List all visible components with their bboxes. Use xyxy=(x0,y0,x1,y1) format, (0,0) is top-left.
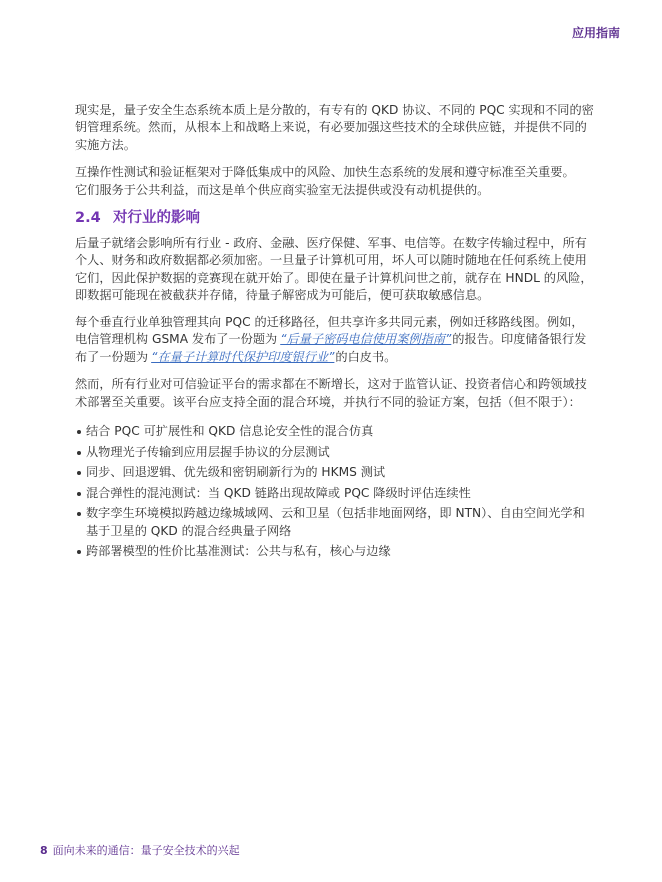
paragraph-line: 个人、财务和政府数据都必须加密。一旦量子计算机可用，坏人可以随时随地在任何系统上使用 xyxy=(75,253,587,268)
list-item xyxy=(75,485,590,502)
paragraph-line: 现实是，量子安全生态系统本质上是分散的，有专有的 QKD 协议、不同的 PQC 实现和不同的密 xyxy=(75,103,594,117)
list-item-text: 基于卫星的 QKD 的混合经典量子网络 xyxy=(86,523,292,538)
gsma-report-link[interactable]: “后量子密码电信使用案例指南” xyxy=(280,332,452,347)
list-item-text: 结合 PQC 可扩展性和 QKD 信息论安全性的混合仿真 xyxy=(86,423,374,438)
paragraph-line: 它们服务于公共利益，而这是单个供应商实验室无法提供或没有动机提供的。 xyxy=(75,182,490,197)
paragraph-migration-paths xyxy=(75,314,590,366)
section-title: 对行业的影响 xyxy=(113,209,200,226)
list-item xyxy=(75,464,590,481)
paragraph-ecosystem xyxy=(75,102,594,154)
paragraph-line: 术部署至关重要。该平台应支持全面的混合环境，并执行不同的验证方案，包括（但不限于）： xyxy=(75,394,581,409)
section-heading xyxy=(75,208,590,228)
paragraph-line: 每个垂直行业单独管理其向 PQC 的迁移路径，但共享许多共同元素，例如迁移路线图。例如， xyxy=(75,315,584,330)
bullet-dot xyxy=(77,471,81,475)
paragraph-line xyxy=(75,349,590,366)
paragraph-line: 然而，所有行业对可信验证平台的需求都在不断增长，这对于监管认证、投资者信心和跨领域技 xyxy=(75,377,587,392)
paragraph-line xyxy=(75,331,590,348)
list-item xyxy=(75,423,590,440)
main-content xyxy=(75,102,594,561)
paragraph-line: 它们，因此保护数据的竞赛现在就开始了。即使在量子计算机问世之前，就存在 HNDL 的风险， xyxy=(75,270,593,285)
paragraph-line: 互操作性测试和验证框架对于降低集成中的风险、加快生态系统的发展和遵守标准至关重要。 xyxy=(75,165,575,180)
list-item-text: 数字孪生环境模拟跨越边缘城域网、云和卫星（包括非地面网络，即 NTN）、自由空间光学和 xyxy=(86,506,585,521)
section-number: 2.4 xyxy=(75,209,101,226)
paragraph-validation-platform xyxy=(75,376,590,411)
text-segment: 的白皮书。 xyxy=(335,349,397,364)
paragraph-line: 后量子就绪会影响所有行业 - 政府、金融、医疗保健、军事、电信等。在数字传输过程中，所有 xyxy=(75,235,587,250)
paragraph-industry-impact xyxy=(75,235,593,305)
rbi-whitepaper-link[interactable]: “在量子计算时代保护印度银行业” xyxy=(151,349,335,364)
document-title: 面向未来的通信：量子安全技术的兴起 xyxy=(52,844,240,857)
text-segment: 布了一份题为 xyxy=(75,349,149,364)
page-footer xyxy=(40,843,240,858)
validation-scheme-list xyxy=(75,423,590,561)
page-number: 8 xyxy=(40,844,48,857)
bullet-dot xyxy=(77,492,81,496)
list-item xyxy=(75,444,590,461)
bullet-dot xyxy=(77,550,81,554)
text-segment: 的报告。印度储备银行发 xyxy=(452,332,587,347)
paragraph-line: 即数据可能现在被截获并存储，待量子解密成为可能后，便可获取敏感信息。 xyxy=(75,288,490,303)
paragraph-line: 钥管理系统。然而，从根本上和战略上来说，有必要加强这些技术的全球供应链，并提供不同的 xyxy=(75,120,587,135)
bullet-dot xyxy=(77,451,81,455)
list-item-text: 同步、回退逻辑、优先级和密钥刷新行为的 HKMS 测试 xyxy=(86,465,386,480)
list-item xyxy=(75,543,590,560)
running-header: 应用指南 xyxy=(571,26,620,40)
list-item xyxy=(75,505,590,540)
list-item-text: 从物理光子传输到应用层握手协议的分层测试 xyxy=(86,444,330,459)
bullet-dot xyxy=(77,512,81,516)
paragraph-interoperability xyxy=(75,164,590,199)
paragraph-line: 实施方法。 xyxy=(75,137,136,152)
bullet-dot xyxy=(77,430,81,434)
list-item-text: 跨部署模型的性价比基准测试：公共与私有，核心与边缘 xyxy=(86,544,391,559)
list-item-text: 混合弹性的混沌测试：当 QKD 链路出现故障或 PQC 降级时评估连续性 xyxy=(86,485,471,500)
text-segment: 电信管理机构 GSMA 发布了一份题为 xyxy=(75,332,278,347)
